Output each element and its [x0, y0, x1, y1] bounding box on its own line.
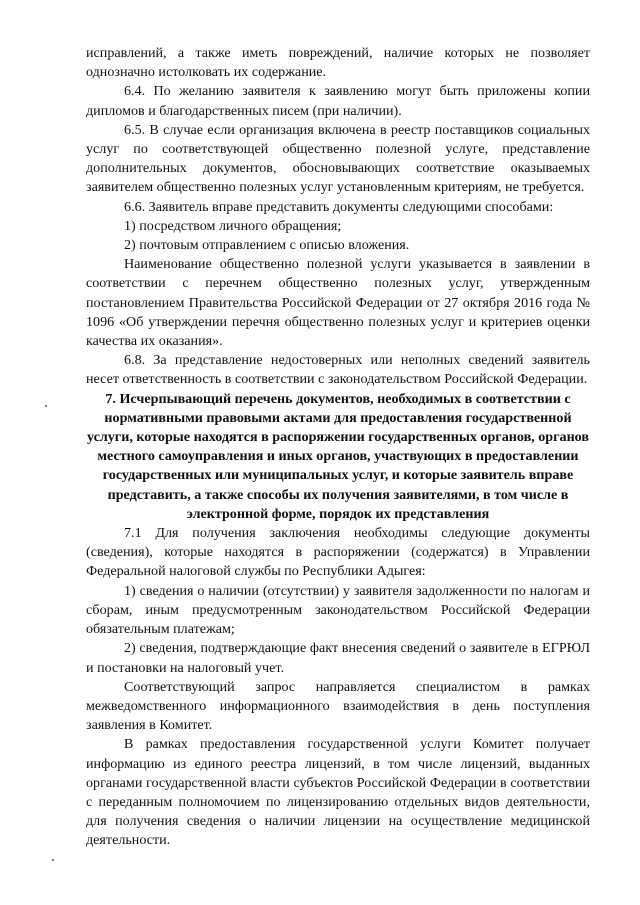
scan-speck	[45, 405, 47, 407]
scan-speck	[52, 859, 54, 861]
paragraph: 1) посредством личного обращения;	[124, 217, 342, 234]
paragraph: Наименование общественно полезной услуги указывается в заявлении в соответствии с перечнем общественно полезных услуг, утвержденным постановлением Правительства Российской Федерации от 27 октября 2016 года № 1096 «Об утверждении перечня общественно полезных услуг и критериев оценки качества их оказания».	[86, 256, 590, 350]
paragraph: 2) сведения, подтверждающие факт внесения сведений о заявителе в ЕГРЮЛ и постановки на налоговый учет.	[86, 640, 590, 676]
paragraph: 1) сведения о наличии (отсутствии) у заявителя задолженности по налогам и сборам, иным предусмотренным законодательством Российской Федерации обязательным платежам;	[86, 582, 590, 638]
paragraph: 2) почтовым отправлением с описью вложения.	[124, 237, 410, 254]
paragraph: 7.1 Для получения заключения необходимы следующие документы (сведения), которые находятся в распоряжении (содержатся) в Управлении Федеральной налоговой службы по Республики Адыгея:	[86, 525, 590, 580]
paragraph: исправлений, а также иметь повреждений, наличие которых не позволяет однозначно истолковать их содержание.	[86, 45, 590, 81]
paragraphs-after	[86, 524, 590, 850]
paragraph: Соответствующий запрос направляется специалистом в рамках межведомственного информационного взаимодействия в день поступления заявления в Комитет.	[86, 678, 590, 734]
paragraph: 6.8. За представление недостоверных или неполных сведений заявитель несет ответственность в соответствии с законодательством Российской Федерации.	[86, 352, 590, 388]
paragraph: 6.4. По желанию заявителя к заявлению могут быть приложены копии дипломов и благодарственных писем (при наличии).	[86, 83, 590, 119]
paragraphs-before	[86, 44, 590, 390]
paragraph: 6.5. В случае если организация включена в реестр поставщиков социальных услуг по соответствующей общественно полезной услуге, представление дополнительных документов, обосновывающих соответствие оказываемых заявителем общественно полезных услуг установленным критериям, не требуется.	[86, 121, 590, 196]
paragraph: В рамках предоставления государственной услуги Комитет получает информацию из единого реестра лицензий, в том числе лицензий, выданных органами государственной власти субъектов Российской Федерации в соответствии с переданным полномочием по лицензированию отдельных видов деятельности, для получения сведения о наличии лицензии на осуществление медицинской деятельности.	[86, 736, 590, 849]
section-heading: 7. Исчерпывающий перечень документов, необходимых в соответствии с нормативными правовыми актами для предоставления государственной услуги, которые находятся в распоряжении государственных органов, органов местного самоуправления и иных органов, участвующих в предоставлении государственных или муниципальных услуг, и которые заявитель вправе представить, а также способы их получения заявителями, в том числе в электронной форме, порядок их представления	[86, 390, 589, 522]
paragraph: 6.6. Заявитель вправе представить документы следующими способами:	[124, 198, 554, 215]
